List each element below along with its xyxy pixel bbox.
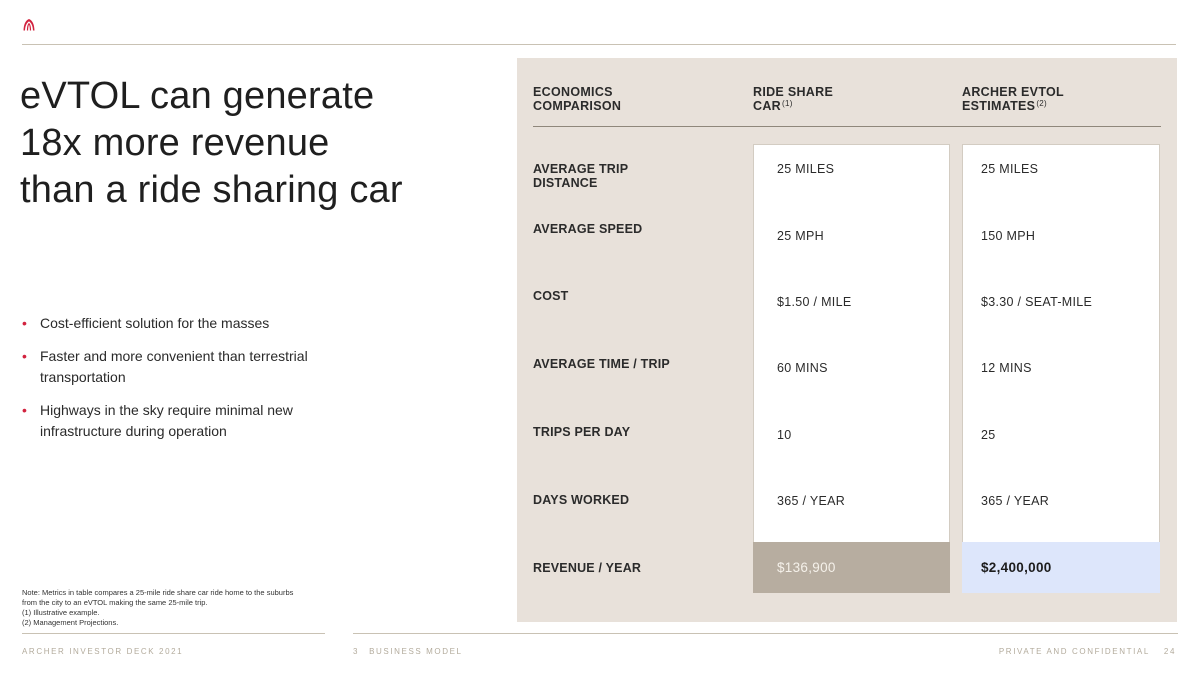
- header-car-line-1: RIDE SHARE: [753, 85, 834, 99]
- footer-section: [353, 647, 463, 656]
- bullet-item: [22, 400, 342, 442]
- header-archer: [962, 85, 1064, 113]
- header-ride-share: [753, 85, 833, 113]
- bullet-item: [22, 313, 342, 334]
- ride-share-value: 25 MPH: [777, 229, 824, 243]
- row-label: COST: [533, 289, 569, 303]
- archer-value: 365 / YEAR: [981, 494, 1050, 508]
- footnote-line: (1) Illustrative example.: [22, 608, 100, 617]
- header-metric: [533, 85, 621, 113]
- footnote-line: from the city to an eVTOL making the same 25-mile trip.: [22, 598, 208, 607]
- archer-value: 25 MILES: [981, 162, 1039, 176]
- bullet-list: [22, 313, 342, 454]
- bullet-item: [22, 346, 342, 388]
- row-label: AVERAGE TIME / TRIP: [533, 357, 670, 371]
- footnote-line: Note: Metrics in table compares a 25-mile ride share car ride home to the suburbs: [22, 588, 294, 597]
- ride-share-value: 25 MILES: [777, 162, 835, 176]
- bullet-text: Faster and more convenient than terrestrial transportation: [40, 348, 308, 385]
- ride-share-value: 365 / YEAR: [777, 494, 846, 508]
- page-title: [20, 73, 480, 214]
- header-divider: [533, 126, 1161, 127]
- archer-value: 12 MINS: [981, 361, 1032, 375]
- archer-value: 150 MPH: [981, 229, 1036, 243]
- footer-confidential: [999, 647, 1176, 656]
- title-line-3: than a ride sharing car: [20, 169, 403, 211]
- row-label: AVERAGE SPEED: [533, 222, 643, 236]
- bullet-dot-icon: •: [22, 348, 27, 364]
- ride-share-value: 10: [777, 428, 792, 442]
- footer-section-label: BUSINESS MODEL: [369, 647, 463, 656]
- archer-logo-icon: [22, 18, 36, 32]
- title-line-2: 18x more revenue: [20, 122, 330, 164]
- ride-share-revenue-value: $136,900: [777, 560, 836, 575]
- footer-divider-right: [353, 633, 1178, 634]
- top-divider: [22, 44, 1176, 45]
- bullet-text: Highways in the sky require minimal new infrastructure during operation: [40, 402, 293, 439]
- footer-confidential-label: PRIVATE AND CONFIDENTIAL: [998, 647, 1150, 656]
- comparison-table: [517, 58, 1177, 622]
- header-evtol-line-2: ESTIMATES: [962, 99, 1036, 113]
- row-label-line-2: DISTANCE: [533, 176, 598, 190]
- ride-share-value: 60 MINS: [777, 361, 828, 375]
- row-label: DAYS WORKED: [533, 493, 630, 507]
- header-metric-line-2: COMPARISON: [533, 99, 622, 113]
- footnote-line: (2) Management Projections.: [22, 618, 119, 627]
- footer-deck-title: ARCHER INVESTOR DECK 2021: [22, 647, 184, 656]
- archer-revenue-value: $2,400,000: [981, 560, 1052, 575]
- header-car-footnote-ref: (1): [781, 99, 793, 108]
- header-car-line-2: CAR: [753, 99, 781, 113]
- footer-section-number: 3: [353, 647, 360, 656]
- header-evtol-line-1: ARCHER EVTOL: [962, 85, 1064, 99]
- row-label: [533, 162, 733, 190]
- footnote: [22, 588, 332, 628]
- page-number: 24: [1163, 647, 1176, 656]
- ride-share-value: $1.50 / MILE: [777, 295, 852, 309]
- bullet-dot-icon: •: [22, 402, 27, 418]
- title-line-1: eVTOL can generate: [20, 75, 375, 117]
- row-label-line-1: AVERAGE TRIP: [533, 162, 629, 176]
- archer-value: 25: [981, 428, 996, 442]
- bullet-dot-icon: •: [22, 315, 27, 331]
- row-label: TRIPS PER DAY: [533, 425, 631, 439]
- row-label-revenue: REVENUE / YEAR: [533, 561, 642, 575]
- header-metric-line-1: ECONOMICS: [533, 85, 613, 99]
- archer-value: $3.30 / SEAT-MILE: [981, 295, 1093, 309]
- header-evtol-footnote-ref: (2): [1036, 99, 1047, 108]
- bullet-text: Cost-efficient solution for the masses: [40, 315, 270, 331]
- footer-divider-left: [22, 633, 325, 634]
